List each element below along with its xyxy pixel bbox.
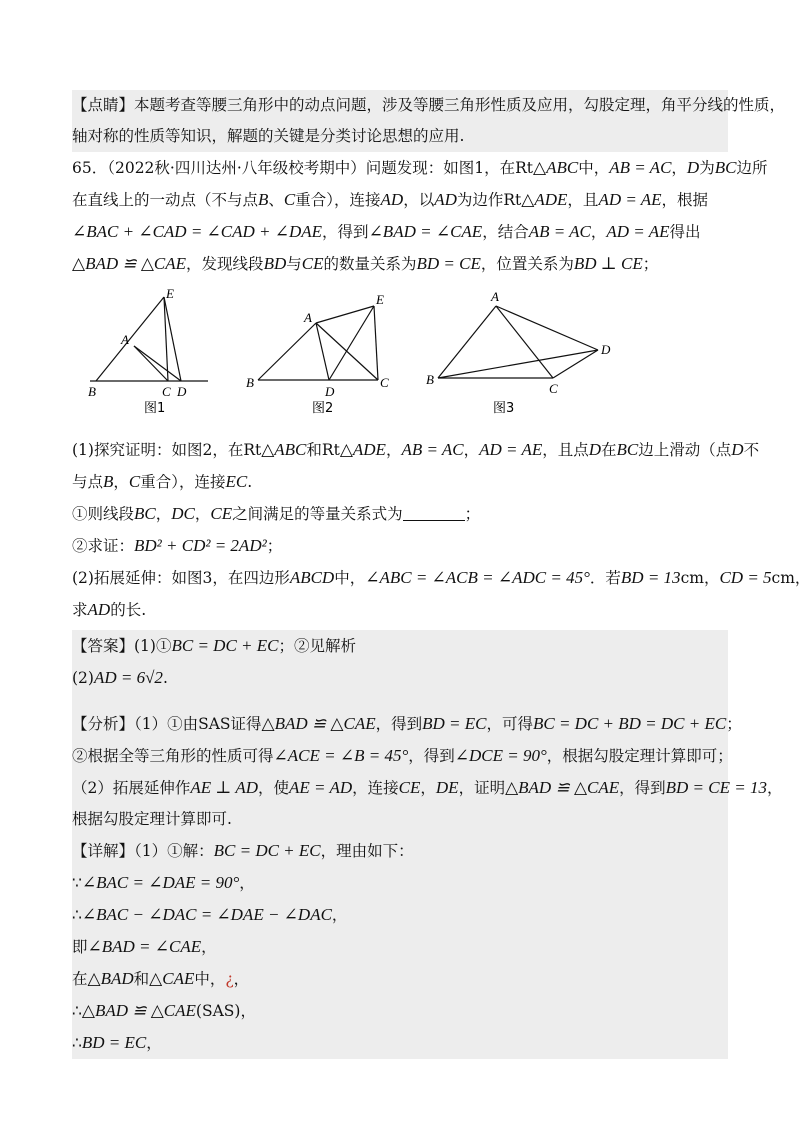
math: DE — [435, 778, 459, 797]
text: ； — [726, 715, 742, 733]
segment-AC — [496, 306, 553, 378]
segment-BD — [438, 350, 598, 378]
text: . — [162, 669, 168, 687]
text: ，可得 — [486, 715, 533, 733]
label-B: B — [426, 372, 434, 387]
figure-2 — [240, 286, 400, 425]
note-line: 轴对称的性质等知识，解题的关键是分类讨论思想的应用. — [72, 127, 465, 145]
problem-line — [72, 216, 728, 248]
text: 【分析】（1）①由SAS证得 — [72, 715, 262, 733]
text: 在 — [601, 441, 617, 459]
text: 边所 — [736, 159, 768, 177]
text: ，使 — [258, 779, 290, 797]
text: ，发现线段 — [186, 255, 264, 273]
math: △BAD ≌ △CAE — [72, 254, 187, 273]
math: BD = CE = 13 — [665, 778, 767, 797]
figure-3-caption: 图3 — [493, 401, 515, 416]
part2-line — [72, 562, 810, 594]
text: ∵ — [72, 874, 82, 892]
text: ，连接 — [352, 779, 399, 797]
part2-line — [72, 594, 728, 626]
math: △ADE — [339, 440, 386, 459]
label-C: C — [162, 384, 171, 399]
text: 边上滑动（点 — [638, 441, 732, 459]
math: △CAE — [149, 969, 195, 988]
text: ，根据勾股定理计算即可； — [546, 747, 733, 765]
math: ∠BAC + ∠CAD = ∠CAD + ∠DAE — [72, 222, 323, 241]
math: DC — [171, 504, 195, 523]
text: 中， — [334, 569, 366, 587]
text: ∴ — [72, 906, 82, 924]
math: AD — [87, 600, 111, 619]
text: (SAS) — [195, 1002, 241, 1020]
math: △ABC — [261, 440, 307, 459]
math: AB = AC — [528, 222, 591, 241]
math: AB = AC — [609, 158, 672, 177]
segment-BA — [258, 323, 316, 380]
note-line: 【点睛】本题考查等腰三角形中的动点问题，涉及等腰三角形性质及应用，勾股定理，角平分线的性质， — [72, 96, 786, 114]
segment-BA — [438, 306, 496, 378]
analysis-line: 根据勾股定理计算即可. — [72, 810, 232, 828]
math: AD = 6√2 — [93, 668, 163, 687]
math: BC — [714, 158, 737, 177]
math: ∠ABC = ∠ACB = ∠ADC = 45° — [365, 568, 590, 587]
detail-line — [72, 995, 728, 1027]
math: AD — [434, 190, 457, 209]
label-C: C — [380, 375, 389, 390]
text: ，得到 — [619, 779, 666, 797]
text: cm， — [771, 569, 810, 587]
analysis-line — [72, 772, 783, 804]
text: 求 — [72, 601, 88, 619]
text: 的长. — [110, 601, 147, 619]
math: ∠DCE = 90° — [454, 746, 547, 765]
text: ， — [385, 441, 402, 459]
problem-line — [72, 152, 768, 184]
text: 与 — [286, 255, 302, 273]
analysis-line — [72, 740, 733, 772]
figures-row — [72, 286, 728, 426]
math: BC — [134, 504, 156, 523]
math: CD = 5 — [719, 568, 772, 587]
text: ， — [671, 159, 687, 177]
text: 的数量关系为 — [323, 255, 417, 273]
label-A: A — [491, 289, 499, 304]
math: △BAD ≌ △CAE — [261, 714, 376, 733]
text: 【详解】（1）①解： — [72, 842, 214, 860]
math: BD — [263, 254, 287, 273]
math: BD ⊥ CE — [573, 254, 643, 273]
text: ，位置关系为 — [480, 255, 574, 273]
text: 【答案】(1)① — [72, 637, 172, 655]
text: ， — [331, 906, 348, 924]
text: 和Rt — [306, 441, 340, 459]
text: (2) — [72, 669, 94, 687]
detail-line — [72, 963, 728, 995]
text: 不 — [743, 441, 760, 459]
label-A: A — [121, 332, 129, 347]
text: (2)拓展延伸：如图3，在四边形 — [72, 569, 290, 587]
label-E: E — [166, 286, 174, 301]
problem-line — [72, 184, 728, 216]
text: ， — [420, 779, 436, 797]
text: 之间满足的等量关系式为 — [232, 505, 403, 523]
broken-glyph: ¿ — [225, 970, 234, 988]
figure-2-diagram — [240, 286, 400, 421]
math: C — [283, 190, 296, 209]
math: AE ⊥ AD — [190, 778, 258, 797]
math: CE — [301, 254, 324, 273]
part1-question-2 — [72, 530, 728, 562]
text: ， — [766, 779, 783, 797]
math: BC — [616, 440, 639, 459]
math: D — [686, 158, 700, 177]
document-page — [72, 90, 810, 1059]
text: ，得到 — [408, 747, 455, 765]
math: AD = AE — [479, 440, 543, 459]
figure-3-diagram — [418, 286, 618, 421]
text: ， — [146, 1034, 162, 1052]
figure-2-caption: 图2 — [312, 401, 334, 416]
solution-block — [72, 630, 783, 1059]
part1-line — [72, 434, 760, 466]
text: 、 — [268, 191, 284, 209]
segment-AD — [496, 306, 598, 350]
text: ， — [239, 874, 255, 892]
text: ，得到 — [322, 223, 369, 241]
text: ，根据 — [661, 191, 709, 209]
segment-EC — [374, 306, 378, 380]
math: ∠BAC = ∠DAE = 90° — [81, 873, 240, 892]
math: ∠ACE = ∠B = 45° — [273, 746, 409, 765]
text: 为 — [699, 159, 715, 177]
text: ， — [155, 505, 172, 523]
math: △BAD ≌ △CAE — [505, 778, 620, 797]
math: CE — [398, 778, 421, 797]
answer-line — [72, 630, 728, 662]
text: ，结合 — [482, 223, 529, 241]
label-D: D — [601, 342, 611, 357]
text: 得出 — [669, 223, 701, 241]
detail-line — [72, 867, 728, 899]
figure-1-diagram — [84, 286, 214, 421]
math: BD² + CD² = 2AD² — [134, 536, 267, 555]
math: D — [588, 440, 602, 459]
text: ，得到 — [375, 715, 423, 733]
text: 重合），连接 — [140, 473, 226, 491]
figure-1 — [84, 286, 214, 425]
label-E: E — [376, 292, 384, 307]
problem-line — [72, 248, 728, 280]
math: BD = CE — [416, 254, 481, 273]
math: BD = 13 — [620, 568, 681, 587]
math: BD = EC — [422, 714, 487, 733]
text: （2）拓展延伸作 — [72, 779, 191, 797]
text: 65．（2022秋·四川达州·八年级校考期中）问题发现：如图1，在Rt — [72, 159, 534, 177]
text: ②求证： — [72, 537, 135, 555]
segment-AD — [134, 346, 181, 381]
math: AD = AE — [598, 190, 662, 209]
text: cm， — [680, 569, 720, 587]
text: ①则线段 — [72, 505, 135, 523]
part1-block — [72, 434, 760, 562]
answer-blank[interactable] — [403, 504, 465, 521]
segment-AD — [316, 323, 329, 380]
text: ， — [463, 441, 480, 459]
text: ； — [266, 537, 283, 555]
math: BC = DC + EC — [171, 636, 279, 655]
label-B: B — [246, 375, 254, 390]
math: C — [128, 472, 141, 491]
detail-line — [72, 931, 728, 963]
text: 在直线上的一动点（不与点 — [72, 191, 259, 209]
text: ， — [240, 1002, 256, 1020]
part1-line — [72, 466, 728, 498]
math: BC = DC + EC — [213, 841, 321, 860]
math: AD — [380, 190, 404, 209]
text: 为边作Rt — [456, 191, 522, 209]
text: ；②见解析 — [278, 637, 356, 655]
math: CE — [210, 504, 233, 523]
text: ，证明 — [458, 779, 506, 797]
text: 中， — [194, 970, 226, 988]
text: ， — [113, 473, 129, 491]
math: △ADE — [521, 190, 568, 209]
text: 中， — [578, 159, 610, 177]
text: ，理由如下： — [320, 842, 414, 860]
label-C: C — [549, 381, 558, 396]
math: B — [103, 472, 114, 491]
note-block — [72, 90, 786, 152]
answer-line — [72, 662, 728, 694]
part2-block — [72, 562, 810, 626]
text: (1)探究证明：如图2，在Rt — [72, 441, 262, 459]
spacer — [72, 694, 728, 708]
detail-line — [72, 1027, 728, 1059]
math: AE = AD — [289, 778, 353, 797]
detail-line — [72, 899, 728, 931]
figure-3 — [418, 286, 618, 425]
segment-AC — [134, 346, 168, 381]
text: ； — [464, 505, 481, 523]
math: BC = DC + BD = DC + EC — [532, 714, 727, 733]
text: 重合），连接 — [295, 191, 381, 209]
math: △ABC — [533, 158, 579, 177]
detail-line — [72, 835, 728, 867]
text: ∴ — [72, 1034, 82, 1052]
analysis-line — [72, 708, 742, 740]
text: ， — [201, 938, 217, 956]
text: ∴ — [72, 1002, 82, 1020]
label-A: A — [304, 310, 312, 325]
math: BD = EC — [81, 1033, 147, 1052]
text: ， — [233, 970, 250, 988]
math: AB = AC — [401, 440, 464, 459]
text: ②根据全等三角形的性质可得 — [72, 747, 274, 765]
text: ， — [194, 505, 211, 523]
math: AD = AE — [606, 222, 670, 241]
text: ，且点 — [542, 441, 589, 459]
text: ，以 — [403, 191, 435, 209]
math: ∠BAD = ∠CAE — [87, 937, 202, 956]
text: 即 — [72, 938, 88, 956]
math: EC — [225, 472, 248, 491]
part1-question-1 — [72, 498, 728, 530]
label-B: B — [88, 384, 96, 399]
math: △BAD — [87, 969, 134, 988]
text: . — [247, 473, 253, 491]
label-D: D — [325, 384, 335, 399]
text: 与点 — [72, 473, 104, 491]
segment-BE — [96, 297, 164, 381]
math: ∠BAC − ∠DAC = ∠DAE − ∠DAC — [81, 905, 332, 924]
math: D — [731, 440, 744, 459]
label-D: D — [177, 384, 187, 399]
math: ∠BAD = ∠CAE — [368, 222, 483, 241]
text: ，且 — [567, 191, 599, 209]
math: △BAD ≌ △CAE — [81, 1001, 196, 1020]
figure-1-caption: 图1 — [144, 401, 166, 416]
text: ； — [642, 255, 659, 273]
text: ， — [590, 223, 607, 241]
text: 和 — [133, 970, 150, 988]
math: B — [258, 190, 269, 209]
text: 在 — [72, 970, 88, 988]
problem-block — [72, 152, 768, 280]
math: ABCD — [289, 568, 335, 587]
text: ．若 — [589, 569, 621, 587]
